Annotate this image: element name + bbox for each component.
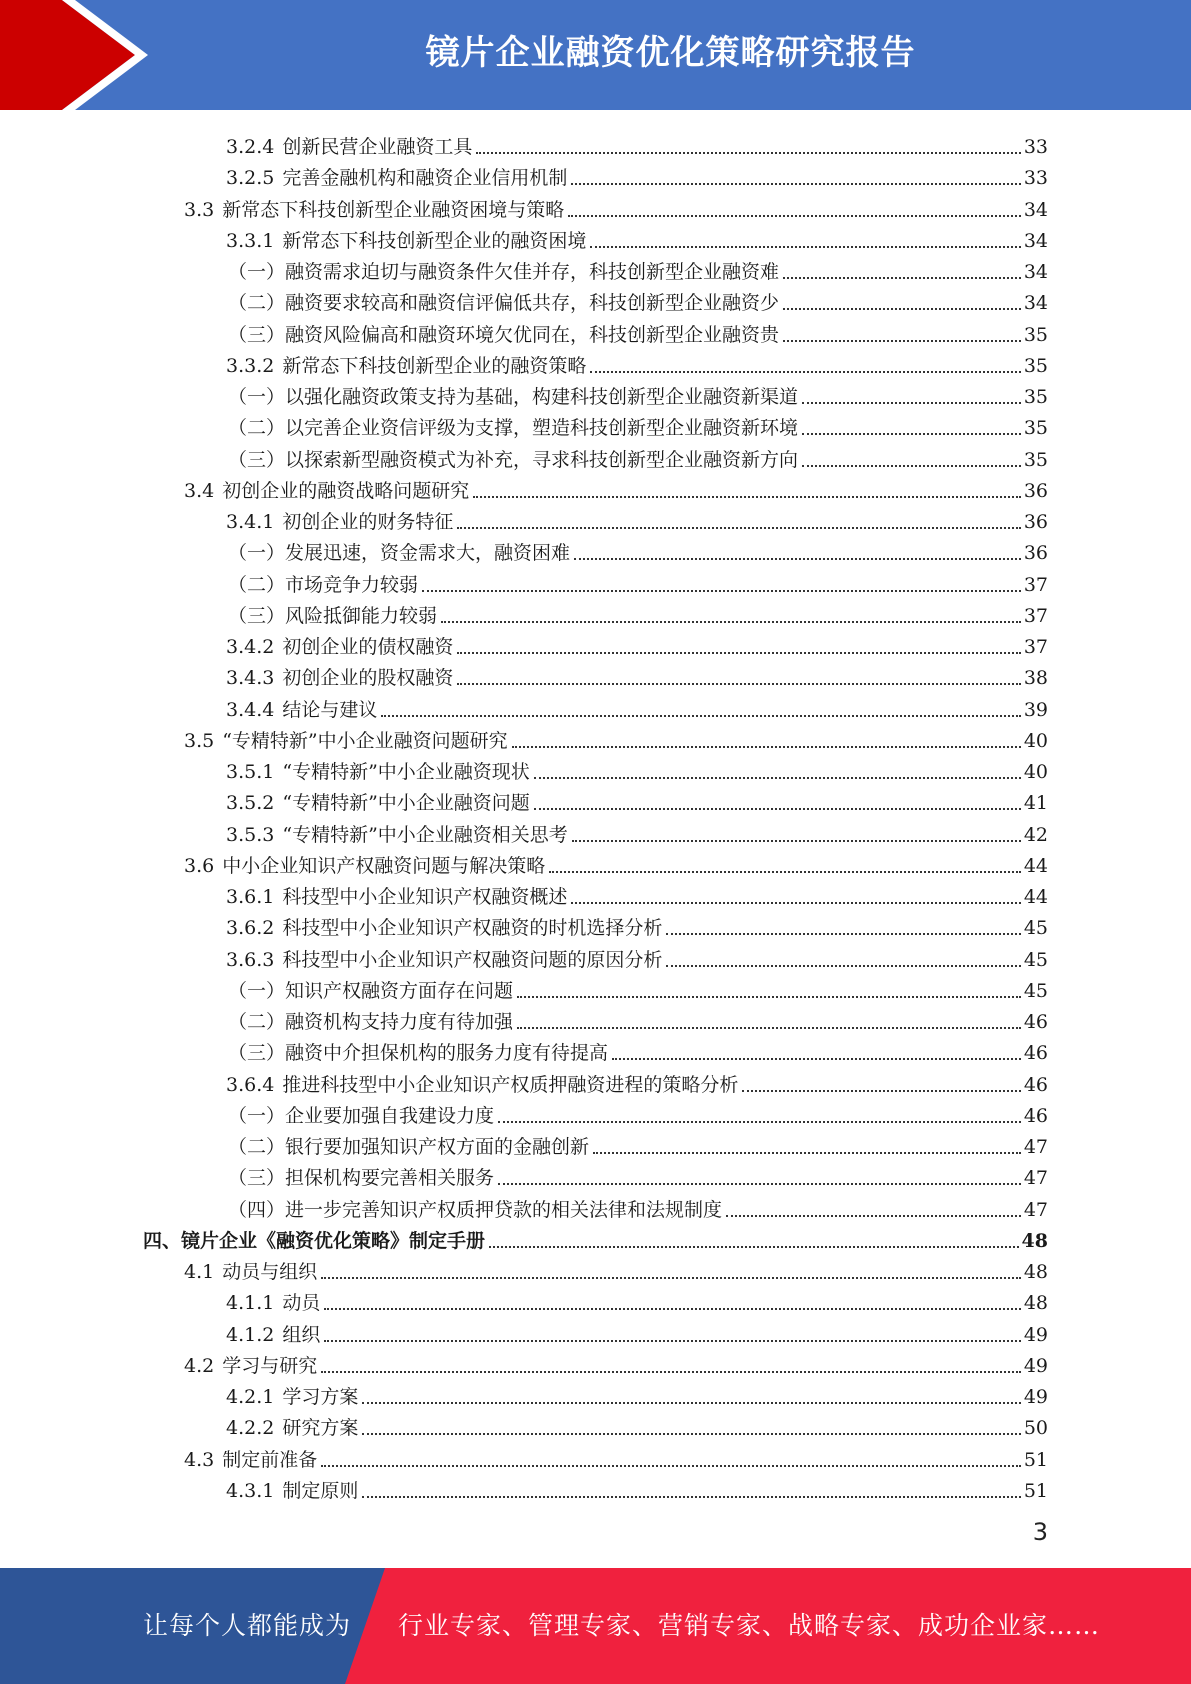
toc-dot-leader bbox=[517, 996, 1021, 998]
toc-entry[interactable] bbox=[184, 1347, 1048, 1378]
toc-entry[interactable] bbox=[228, 284, 1048, 315]
toc-dot-leader bbox=[802, 402, 1021, 404]
toc-entry[interactable] bbox=[226, 1378, 1048, 1409]
toc-entry-title: （二）银行要加强知识产权方面的金融创新 bbox=[228, 1136, 590, 1158]
toc-entry-title: （二）以完善企业资信评级为支撑，塑造科技创新型企业融资新环境 bbox=[228, 417, 799, 440]
toc-dot-leader bbox=[574, 558, 1021, 560]
toc-entry[interactable] bbox=[226, 659, 1048, 690]
toc-dot-leader bbox=[321, 1465, 1021, 1467]
toc-entry-page: 45 bbox=[1023, 917, 1048, 940]
toc-entry-page: 35 bbox=[1023, 417, 1048, 440]
toc-dot-leader bbox=[422, 590, 1021, 592]
toc-dot-leader bbox=[666, 965, 1020, 967]
toc-entry-title: 动员 bbox=[282, 1292, 321, 1315]
toc-entry-page: 33 bbox=[1023, 167, 1048, 190]
toc-entry-title: 推进科技型中小企业知识产权质押融资进程的策略分析 bbox=[282, 1073, 739, 1096]
toc-dot-leader bbox=[590, 246, 1020, 248]
toc-entry[interactable] bbox=[228, 378, 1048, 409]
footer-slogan-right: 行业专家、管理专家、营销专家、战略专家、成功企业家…… bbox=[398, 1611, 1101, 1640]
toc-entry[interactable] bbox=[226, 347, 1048, 378]
header-arrow-decoration bbox=[0, 0, 160, 110]
page-footer bbox=[0, 1568, 1191, 1684]
toc-entry-number: 4.2 bbox=[184, 1354, 215, 1377]
toc-entry-title: 新常态下科技创新型企业的融资策略 bbox=[282, 354, 587, 377]
toc-entry-number: 4.2.1 bbox=[226, 1386, 275, 1408]
toc-entry-page: 37 bbox=[1023, 636, 1048, 658]
toc-entry-title: 初创企业的融资战略问题研究 bbox=[222, 479, 470, 502]
toc-entry-number: 3.6.1 bbox=[226, 886, 275, 908]
toc-entry[interactable] bbox=[226, 691, 1048, 722]
toc-dot-leader bbox=[783, 340, 1021, 342]
toc-entry-number: 3.3.2 bbox=[226, 354, 275, 377]
toc-entry-page: 48 bbox=[1023, 1261, 1048, 1283]
toc-entry-number: 3.4.1 bbox=[226, 511, 275, 533]
toc-entry-page: 36 bbox=[1023, 511, 1048, 533]
toc-entry[interactable] bbox=[226, 628, 1048, 659]
toc-entry[interactable] bbox=[226, 222, 1048, 253]
toc-dot-leader bbox=[362, 1433, 1020, 1435]
toc-entry[interactable] bbox=[228, 1159, 1048, 1190]
toc-entry-number: 4.3 bbox=[184, 1448, 215, 1471]
toc-entry-page: 38 bbox=[1023, 667, 1048, 690]
toc-entry[interactable] bbox=[228, 1191, 1048, 1222]
toc-entry-number: 4.3.1 bbox=[226, 1479, 275, 1502]
toc-dot-leader bbox=[362, 1402, 1020, 1404]
toc-dot-leader bbox=[802, 465, 1021, 467]
toc-entry-title: 制定原则 bbox=[282, 1479, 359, 1502]
toc-dot-leader bbox=[612, 1058, 1021, 1060]
toc-entry-title: （二）融资要求较高和融资信评偏低共存，科技创新型企业融资少 bbox=[228, 292, 780, 315]
toc-entry-title: 研究方案 bbox=[282, 1417, 359, 1440]
toc-entry[interactable] bbox=[228, 409, 1048, 440]
toc-entry-page: 35 bbox=[1023, 386, 1048, 408]
toc-entry-page: 42 bbox=[1023, 823, 1048, 846]
toc-entry[interactable] bbox=[226, 753, 1048, 784]
toc-entry-title: （一）知识产权融资方面存在问题 bbox=[228, 979, 514, 1002]
toc-entry-page: 48 bbox=[1021, 1229, 1048, 1252]
toc-entry[interactable] bbox=[228, 1034, 1048, 1065]
toc-entry-page: 34 bbox=[1023, 229, 1048, 252]
toc-entry-title: （一）融资需求迫切与融资条件欠佳并存，科技创新型企业融资难 bbox=[228, 261, 780, 283]
toc-dot-leader bbox=[457, 683, 1020, 685]
toc-dot-leader bbox=[534, 777, 1021, 779]
toc-entry[interactable] bbox=[228, 534, 1048, 565]
toc-dot-leader bbox=[512, 746, 1021, 748]
toc-entry-title: 学习与研究 bbox=[222, 1354, 318, 1377]
toc-entry-number: 4.1 bbox=[184, 1261, 215, 1283]
toc-entry-page: 40 bbox=[1023, 729, 1048, 752]
toc-entry-page: 37 bbox=[1023, 573, 1048, 596]
toc-entry-number: 3.5.1 bbox=[226, 761, 275, 783]
toc-entry-title: 初创企业的债权融资 bbox=[282, 636, 454, 658]
toc-entry-page: 35 bbox=[1023, 323, 1048, 346]
toc-entry-title: 四、镜片企业《融资优化策略》制定手册 bbox=[143, 1229, 486, 1252]
toc-entry-title: 制定前准备 bbox=[222, 1448, 318, 1471]
toc-dot-leader bbox=[571, 183, 1020, 185]
toc-entry-page: 46 bbox=[1023, 1073, 1048, 1096]
toc-entry-title: 新常态下科技创新型企业的融资困境 bbox=[282, 229, 587, 252]
toc-entry-number: 3.2.4 bbox=[226, 136, 275, 158]
toc-entry-page: 49 bbox=[1023, 1323, 1048, 1346]
toc-dot-leader bbox=[666, 933, 1020, 935]
toc-entry-page: 45 bbox=[1023, 979, 1048, 1002]
toc-dot-leader bbox=[802, 433, 1021, 435]
toc-entry-page: 51 bbox=[1023, 1448, 1048, 1471]
toc-entry-title: （三）以探索新型融资模式为补充，寻求科技创新型企业融资新方向 bbox=[228, 448, 799, 471]
toc-entry[interactable] bbox=[228, 1128, 1048, 1159]
toc-entry-page: 47 bbox=[1023, 1136, 1048, 1158]
toc-entry-page: 39 bbox=[1023, 698, 1048, 721]
toc-dot-leader bbox=[489, 1246, 1019, 1248]
toc-dot-leader bbox=[726, 1215, 1021, 1217]
toc-entry[interactable] bbox=[228, 253, 1048, 284]
toc-dot-leader bbox=[321, 1371, 1021, 1373]
toc-dot-leader bbox=[324, 1340, 1020, 1342]
toc-dot-leader bbox=[476, 152, 1020, 154]
toc-entry-page: 35 bbox=[1023, 448, 1048, 471]
toc-entry[interactable] bbox=[228, 1097, 1048, 1128]
toc-entry[interactable] bbox=[226, 1409, 1048, 1440]
toc-entry[interactable] bbox=[228, 972, 1048, 1003]
toc-dot-leader bbox=[473, 496, 1021, 498]
toc-entry-page: 47 bbox=[1023, 1167, 1048, 1190]
toc-entry-page: 49 bbox=[1023, 1386, 1048, 1408]
toc-entry[interactable] bbox=[226, 941, 1048, 972]
toc-entry[interactable] bbox=[228, 597, 1048, 628]
toc-dot-leader bbox=[571, 902, 1020, 904]
toc-dot-leader bbox=[498, 1183, 1021, 1185]
toc-entry-number: 3.6 bbox=[184, 854, 215, 877]
toc-entry-title: （四）进一步完善知识产权质押贷款的相关法律和法规制度 bbox=[228, 1198, 723, 1221]
toc-entry[interactable] bbox=[226, 1066, 1048, 1097]
toc-entry[interactable] bbox=[228, 566, 1048, 597]
toc-entry-title: （二）市场竞争力较弱 bbox=[228, 573, 419, 596]
toc-dot-leader bbox=[534, 808, 1021, 810]
toc-entry-title: 结论与建议 bbox=[282, 698, 378, 721]
toc-dot-leader bbox=[457, 527, 1020, 529]
toc-entry-page: 47 bbox=[1023, 1198, 1048, 1221]
toc-entry-title: 组织 bbox=[282, 1323, 321, 1346]
toc-entry-number: 3.4.3 bbox=[226, 667, 275, 690]
toc-entry-title: （三）融资中介担保机构的服务力度有待提高 bbox=[228, 1042, 609, 1065]
toc-dot-leader bbox=[568, 215, 1021, 217]
toc-entry-page: 48 bbox=[1023, 1292, 1048, 1315]
toc-entry[interactable] bbox=[226, 784, 1048, 815]
page-header bbox=[0, 0, 1191, 110]
toc-dot-leader bbox=[572, 840, 1021, 842]
toc-entry-title: 科技型中小企业知识产权融资概述 bbox=[282, 886, 568, 908]
toc-entry[interactable] bbox=[226, 1316, 1048, 1347]
toc-entry[interactable] bbox=[228, 441, 1048, 472]
toc-entry-number: 3.3 bbox=[184, 198, 215, 221]
toc-entry[interactable] bbox=[226, 878, 1048, 909]
toc-entry[interactable] bbox=[226, 1472, 1048, 1503]
toc-entry-title: 动员与组织 bbox=[222, 1261, 318, 1283]
toc-entry[interactable] bbox=[184, 191, 1048, 222]
toc-entry-number: 3.5 bbox=[184, 729, 215, 752]
toc-entry-page: 49 bbox=[1023, 1354, 1048, 1377]
toc-entry-page: 46 bbox=[1023, 1011, 1048, 1033]
toc-entry[interactable] bbox=[228, 1003, 1048, 1034]
toc-entry[interactable] bbox=[226, 816, 1048, 847]
toc-dot-leader bbox=[457, 652, 1020, 654]
toc-entry-title: （三）担保机构要完善相关服务 bbox=[228, 1167, 495, 1190]
toc-entry[interactable] bbox=[226, 128, 1048, 159]
toc-entry-number: 3.6.4 bbox=[226, 1073, 275, 1096]
toc-entry-page: 51 bbox=[1023, 1479, 1048, 1502]
toc-entry-page: 46 bbox=[1023, 1104, 1048, 1127]
toc-entry[interactable] bbox=[226, 159, 1048, 190]
toc-entry-page: 34 bbox=[1023, 261, 1048, 283]
toc-entry-page: 36 bbox=[1023, 542, 1048, 565]
toc-entry-page: 44 bbox=[1023, 886, 1048, 908]
toc-dot-leader bbox=[593, 1152, 1021, 1154]
toc-entry-title: （二）融资机构支持力度有待加强 bbox=[228, 1011, 514, 1033]
toc-entry[interactable] bbox=[226, 909, 1048, 940]
toc-entry-page: 34 bbox=[1023, 292, 1048, 315]
toc-dot-leader bbox=[549, 871, 1021, 873]
toc-entry[interactable] bbox=[184, 1441, 1048, 1472]
page-number: 3 bbox=[1032, 1518, 1048, 1546]
toc-entry-page: 35 bbox=[1023, 354, 1048, 377]
toc-entry-page: 50 bbox=[1023, 1417, 1048, 1440]
toc-entry-page: 33 bbox=[1023, 136, 1048, 158]
toc-entry-title: （一）以强化融资政策支持为基础，构建科技创新型企业融资新渠道 bbox=[228, 386, 799, 408]
toc-dot-leader bbox=[498, 1121, 1021, 1123]
toc-entry-page: 45 bbox=[1023, 948, 1048, 971]
toc-entry-title: （三）融资风险偏高和融资环境欠优同在，科技创新型企业融资贵 bbox=[228, 323, 780, 346]
toc-entry-number: 3.4.2 bbox=[226, 636, 275, 658]
toc-entry-number: 4.1.1 bbox=[226, 1292, 275, 1315]
toc-entry-page: 36 bbox=[1023, 479, 1048, 502]
toc-entry-page: 41 bbox=[1023, 792, 1048, 815]
toc-entry-title: 新常态下科技创新型企业融资困境与策略 bbox=[222, 198, 565, 221]
toc-dot-leader bbox=[381, 715, 1020, 717]
toc-entry-title: 科技型中小企业知识产权融资问题的原因分析 bbox=[282, 948, 663, 971]
toc-entry[interactable] bbox=[226, 503, 1048, 534]
toc-entry[interactable] bbox=[143, 1222, 1048, 1253]
toc-entry-title: 完善金融机构和融资企业信用机制 bbox=[282, 167, 568, 190]
toc-dot-leader bbox=[783, 308, 1021, 310]
toc-entry-page: 44 bbox=[1023, 854, 1048, 877]
toc-entry-title: 创新民营企业融资工具 bbox=[282, 136, 473, 158]
toc-entry-title: 初创企业的股权融资 bbox=[282, 667, 454, 690]
toc-entry-title: （三）风险抵御能力较弱 bbox=[228, 604, 438, 627]
toc-entry-page: 34 bbox=[1023, 198, 1048, 221]
toc-entry-title: “专精特新”中小企业融资问题 bbox=[282, 792, 530, 815]
toc-dot-leader bbox=[321, 1277, 1021, 1279]
toc-entry-number: 3.2.5 bbox=[226, 167, 275, 190]
toc-entry-number: 3.4 bbox=[184, 479, 215, 502]
document-title: 镜片企业融资优化策略研究报告 bbox=[425, 33, 916, 73]
toc-entry[interactable] bbox=[184, 1253, 1048, 1284]
toc-dot-leader bbox=[783, 277, 1021, 279]
toc-entry-number: 3.5.2 bbox=[226, 792, 275, 815]
toc-entry-title: 科技型中小企业知识产权融资的时机选择分析 bbox=[282, 917, 663, 940]
toc-dot-leader bbox=[742, 1090, 1020, 1092]
toc-entry-number: 3.4.4 bbox=[226, 698, 275, 721]
toc-entry-title: 学习方案 bbox=[282, 1386, 359, 1408]
toc-entry-title: “专精特新”中小企业融资相关思考 bbox=[282, 823, 568, 846]
toc-entry-title: （一）发展迅速，资金需求大，融资困难 bbox=[228, 542, 571, 565]
toc-entry-page: 37 bbox=[1023, 604, 1048, 627]
toc-dot-leader bbox=[324, 1308, 1020, 1310]
toc-entry-number: 3.6.3 bbox=[226, 948, 275, 971]
toc-entry-number: 3.6.2 bbox=[226, 917, 275, 940]
toc-entry-title: 中小企业知识产权融资问题与解决策略 bbox=[222, 854, 546, 877]
toc-dot-leader bbox=[590, 371, 1020, 373]
toc-entry[interactable] bbox=[184, 722, 1048, 753]
toc-entry-page: 46 bbox=[1023, 1042, 1048, 1065]
toc-entry-number: 3.5.3 bbox=[226, 823, 275, 846]
toc-entry[interactable] bbox=[228, 316, 1048, 347]
toc-entry-title: “专精特新”中小企业融资现状 bbox=[282, 761, 530, 783]
toc-entry[interactable] bbox=[184, 847, 1048, 878]
toc-entry-page: 40 bbox=[1023, 761, 1048, 783]
toc-entry-number: 3.3.1 bbox=[226, 229, 275, 252]
footer-slogan-left: 让每个人都能成为 bbox=[143, 1611, 352, 1640]
toc-dot-leader bbox=[362, 1496, 1020, 1498]
toc-entry-title: 初创企业的财务特征 bbox=[282, 511, 454, 533]
toc-entry[interactable] bbox=[226, 1284, 1048, 1315]
toc-entry-number: 4.1.2 bbox=[226, 1323, 275, 1346]
toc-entry-title: “专精特新”中小企业融资问题研究 bbox=[222, 729, 508, 752]
toc-entry[interactable] bbox=[184, 472, 1048, 503]
toc-dot-leader bbox=[441, 621, 1021, 623]
toc-dot-leader bbox=[517, 1027, 1021, 1029]
toc-entry-title: （一）企业要加强自我建设力度 bbox=[228, 1104, 495, 1127]
toc-entry-number: 4.2.2 bbox=[226, 1417, 275, 1440]
